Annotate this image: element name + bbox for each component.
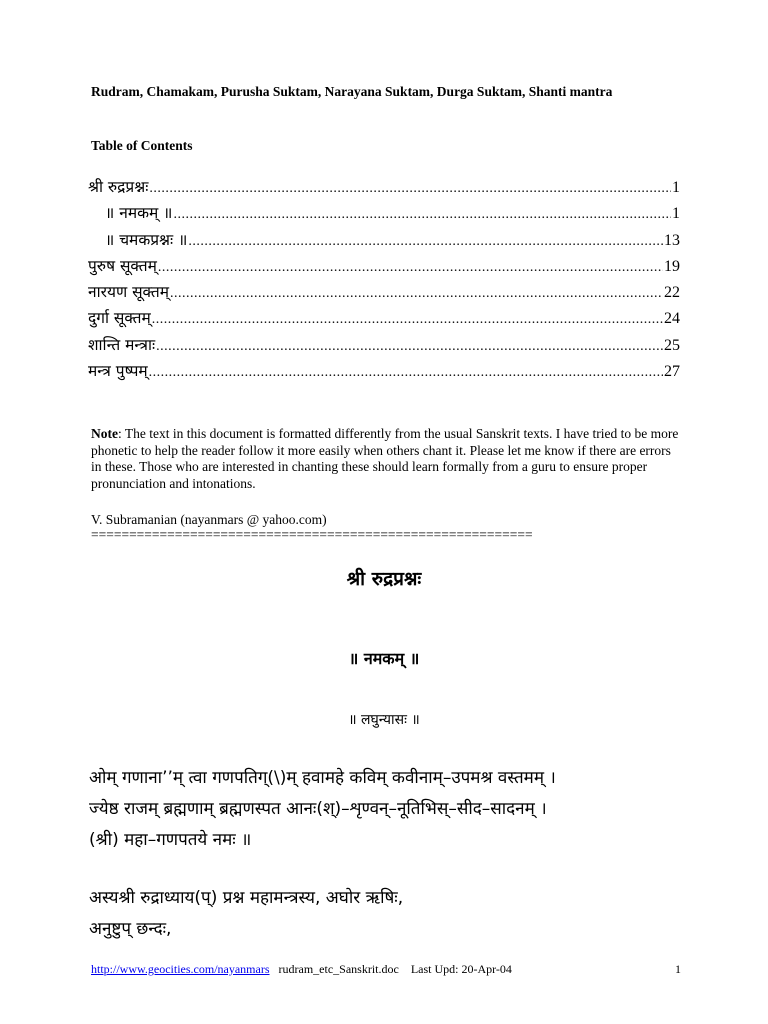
toc-entry-chamakam[interactable]	[88, 227, 680, 253]
note-label: Note	[91, 426, 118, 441]
toc-entry-page: 1	[672, 205, 680, 223]
toc-entry-page: 19	[664, 257, 680, 275]
toc-title: Table of Contents	[91, 138, 193, 153]
toc-entry-label: श्री रुद्रप्रश्नः	[88, 178, 149, 196]
toc-entry-label: शान्ति मन्त्राः	[88, 335, 156, 354]
separator-line: ==========================================================	[91, 528, 533, 542]
laghunyasa-title: ॥ लघुन्यासः ॥	[348, 712, 420, 728]
section-title: श्री रुद्रप्रश्नः	[346, 568, 422, 590]
toc-leader-dots	[149, 176, 671, 202]
footer-last-updated: Last Upd: 20-Apr-04	[410, 962, 512, 976]
footer-link[interactable]: http://www.geocities.com/nayanmars	[91, 962, 270, 976]
toc-entry-label: मन्त्र पुष्पम्	[88, 362, 148, 381]
verse-line: अस्यश्री रुद्राध्याय(प्) प्रश्न महामन्त्रस्य, अघोर ऋषिः,	[89, 888, 404, 908]
toc-entry-page: 22	[664, 284, 680, 302]
verse-block-ganapati	[89, 763, 689, 856]
toc-entry-mantra-pushpam[interactable]	[88, 358, 680, 384]
note-paragraph	[91, 426, 681, 492]
toc-leader-dots	[158, 255, 663, 281]
toc-leader-dots	[170, 281, 663, 307]
toc-entry-page: 1	[672, 179, 680, 196]
verse-line: ज्येष्ठ राजम् ब्रह्मणाम् ब्रह्मणस्पत आनः(श्)–शृण्वन्–नूतिभिस्–सीद–सादनम् ।	[89, 799, 547, 819]
toc-entry-label: ॥ नमकम् ॥	[105, 204, 173, 223]
toc-entry-purusha-suktam[interactable]	[88, 253, 680, 279]
toc-entry-rudraprashna[interactable]	[88, 174, 680, 200]
toc-leader-dots	[156, 334, 663, 360]
verse-block-viniyoga	[89, 883, 689, 945]
toc-leader-dots	[188, 229, 663, 255]
toc-entry-narayana-suktam[interactable]	[88, 279, 680, 305]
toc-leader-dots	[152, 307, 663, 333]
toc-entry-page: 13	[664, 231, 680, 249]
verse-line: अनुष्टुप् छन्दः,	[89, 919, 172, 939]
toc-entry-label: पुरुष सूक्तम्	[88, 256, 157, 275]
verse-line: (श्री) महा–गणपतये नमः ॥	[89, 830, 252, 850]
toc-entry-shanti-mantra[interactable]	[88, 332, 680, 358]
toc-entry-durga-suktam[interactable]	[88, 305, 680, 331]
document-heading: Rudram, Chamakam, Purusha Suktam, Narayana Suktam, Durga Suktam, Shanti mantra	[91, 84, 613, 99]
toc-leader-dots	[149, 360, 663, 386]
toc-entry-label: ॥ चमकप्रश्नः ॥	[105, 230, 188, 249]
toc-entry-page: 27	[664, 363, 680, 381]
toc-entry-label: दुर्गा सूक्तम्	[88, 309, 151, 328]
author-line: V. Subramanian (nayanmars @ yahoo.com)	[91, 512, 327, 527]
toc-leader-dots	[173, 202, 671, 228]
footer-filename: rudram_etc_Sanskrit.doc	[278, 962, 399, 976]
verse-line: ओम् गणाना’’म् त्वा गणपतिग्(\)म् हवामहे कविम् कवीनाम्–उपमश्र वस्तमम् ।	[89, 768, 556, 788]
table-of-contents	[88, 174, 680, 384]
toc-entry-page: 24	[664, 310, 680, 328]
toc-entry-label: नारयण सूक्तम्	[88, 283, 169, 302]
toc-entry-page: 25	[664, 336, 680, 354]
note-text: : The text in this document is formatted differently from the usual Sanskrit texts. I have tried to be more phonetic to help the reader follow it more easily when others chant it. Please let me know if there are errors in these. Those who are interested in chanting these should learn formally from a guru to ensure proper pronunciation and intonations.	[91, 426, 679, 491]
toc-entry-namakam[interactable]	[88, 200, 680, 226]
subsection-title: ॥ नमकम् ॥	[348, 649, 420, 668]
page-footer	[91, 962, 681, 977]
footer-page-number: 1	[675, 962, 681, 976]
